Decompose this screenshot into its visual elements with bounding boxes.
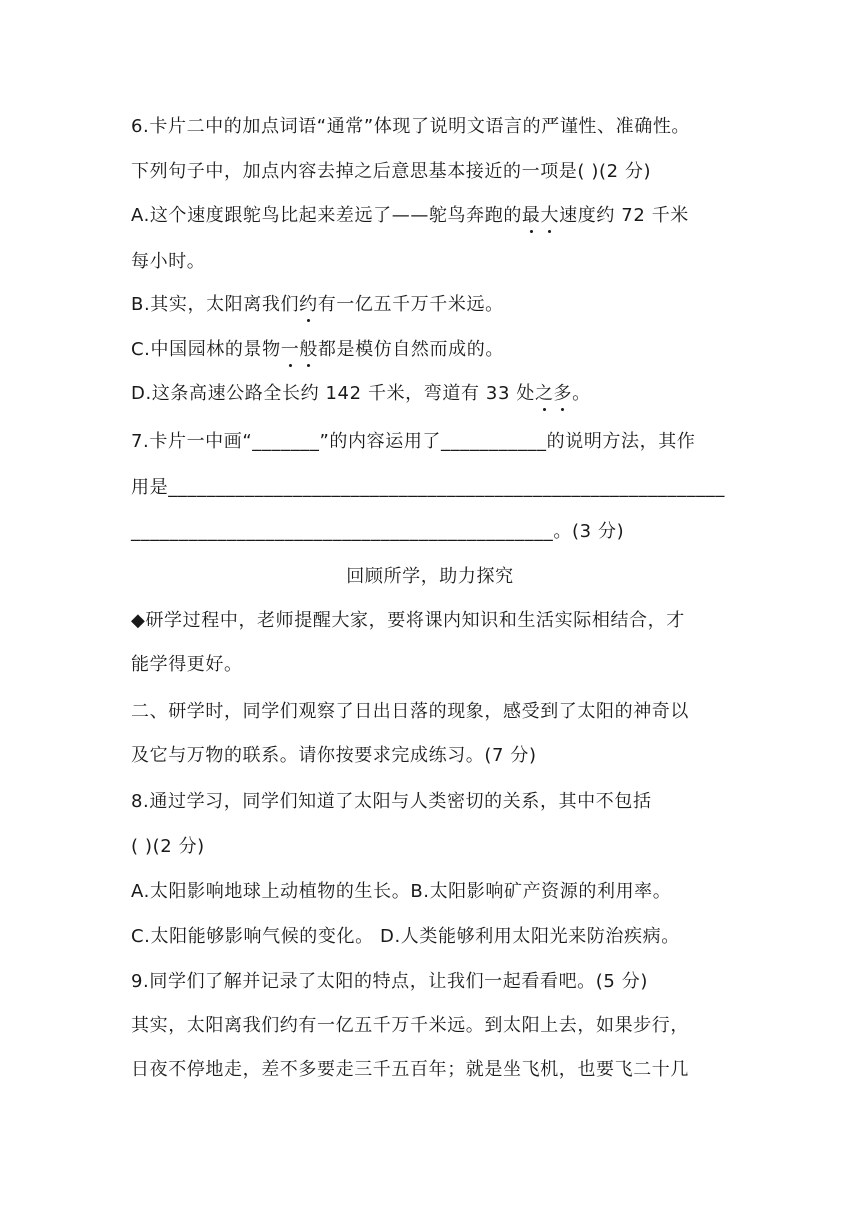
q8-stem-line1: 8.通过学习，同学们知道了太阳与人类密切的关系，其中不包括 (131, 791, 652, 812)
emphasis-dot-char: 般 (299, 339, 318, 360)
q6-option-b-text: 有一亿五千万千米远。 (317, 294, 504, 315)
q6-option-c-text: 都是模仿自然而成的。 (317, 339, 504, 360)
q6-option-d (131, 382, 731, 406)
emphasis-dot-char: 一 (280, 339, 300, 360)
q6-option-a-text: 速度约 72 千米 (559, 205, 689, 226)
q6-option-c-text: C.中国园林的景物 (131, 339, 281, 360)
emphasis-dot-char: 约 (299, 294, 318, 315)
q6-option-d-text: D.这条高速公路全长约 142 千米，弯道有 33 处 (131, 383, 535, 404)
q7-line3: ____________________________________________。(3 分) (131, 521, 625, 542)
q7-line1: 7.卡片一中画“_______”的内容运用了___________的说明方法，其作 (131, 431, 696, 452)
q6-stem-line2: 下列句子中，加点内容去掉之后意思基本接近的一项是( )(2 分) (131, 161, 652, 182)
q6-option-c (131, 338, 731, 362)
emphasis-dot-char: 多 (553, 383, 573, 404)
intro-line1: ◆研学过程中，老师提醒大家，要将课内知识和生活实际相结合，才 (131, 610, 685, 631)
q6-option-d-text: 。 (572, 383, 591, 404)
emphasis-dot-char: 最 (521, 205, 541, 226)
q9-stem: 9.同学们了解并记录了太阳的特点，让我们一起看看吧。(5 分) (131, 971, 648, 992)
q9-passage-line1: 其实，太阳离我们约有一亿五千万千米远。到太阳上去，如果步行， (131, 1015, 689, 1036)
part2-line1: 二、研学时，同学们观察了日出日落的现象，感受到了太阳的神奇以 (131, 701, 689, 722)
q8-options-row1: A.太阳影响地球上动植物的生长。B.太阳影响矿产资源的利用率。 (131, 881, 672, 902)
section-heading: 回顾所学，助力探究 (346, 566, 514, 587)
emphasis-dot-char: 大 (540, 205, 560, 226)
intro-line2: 能学得更好。 (131, 654, 243, 675)
q9-passage-line2: 日夜不停地走，差不多要走三千五百年；就是坐飞机，也要飞二十几 (131, 1059, 689, 1080)
q6-option-a (131, 204, 731, 228)
q6-option-b-text: B.其实，太阳离我们 (131, 294, 300, 315)
q6-option-a-text: A.这个速度跟鸵鸟比起来差远了——鸵鸟奔跑的 (131, 205, 522, 226)
q8-options-row2: C.太阳能够影响气候的变化。 D.人类能够利用太阳光来防治疾病。 (131, 926, 680, 947)
emphasis-dot-char: 之 (534, 383, 554, 404)
part2-line2: 及它与万物的联系。请你按要求完成练习。(7 分) (131, 745, 537, 766)
q8-stem-line2: ( )(2 分) (131, 836, 205, 857)
q6-option-b (131, 293, 731, 317)
q6-option-a-line2: 每小时。 (131, 251, 206, 272)
q7-line2: 用是__________________________________________________________ (131, 477, 725, 498)
q6-stem-line1: 6.卡片二中的加点词语“通常”体现了说明文语言的严谨性、准确性。 (131, 116, 691, 137)
